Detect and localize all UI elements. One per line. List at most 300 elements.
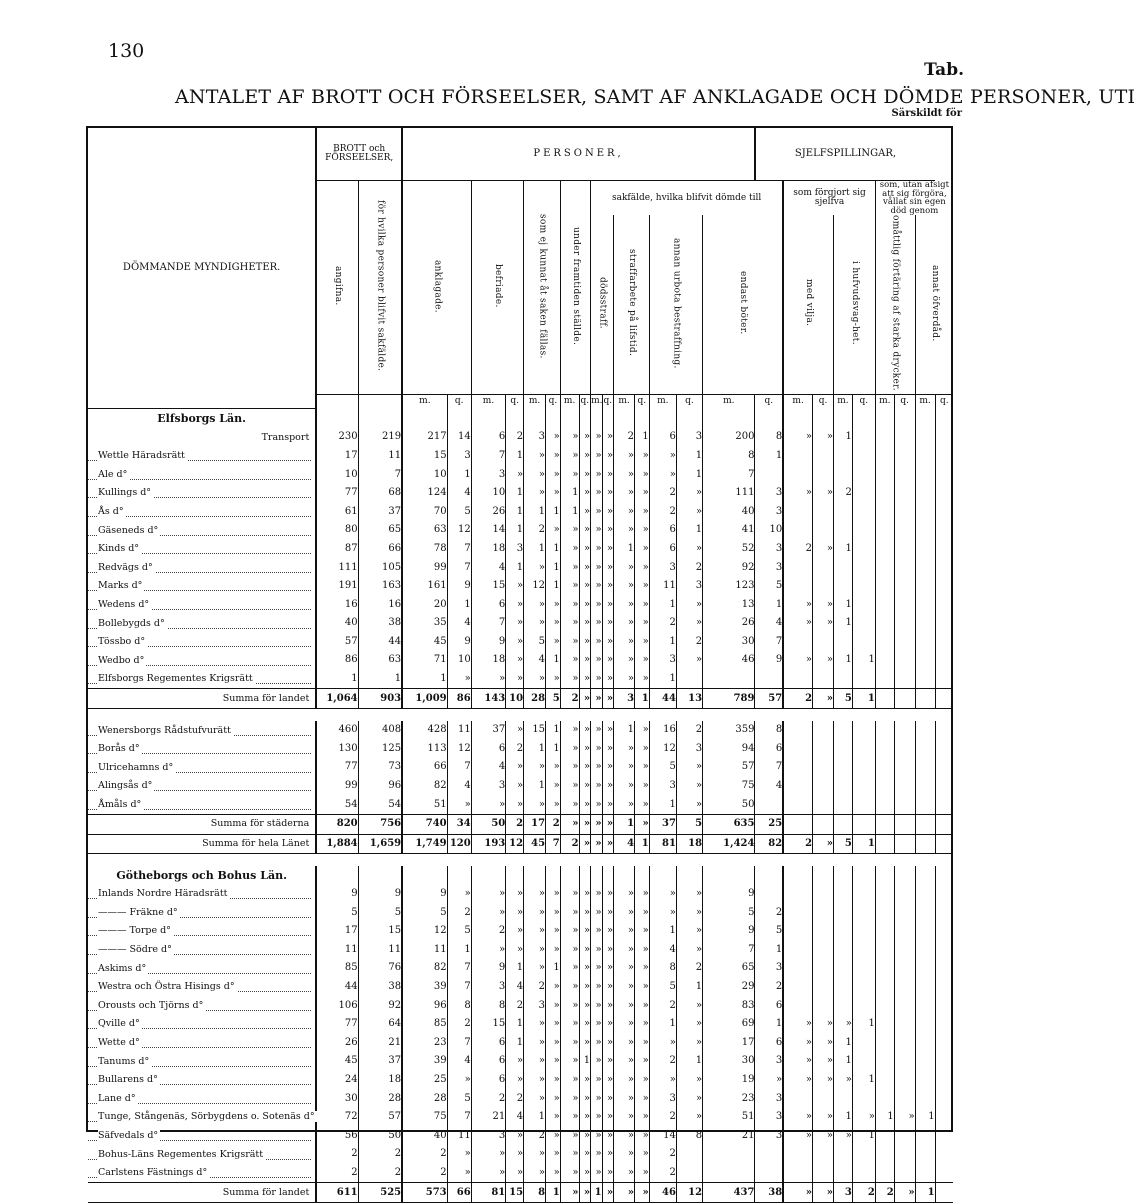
value-cell: 68 — [358, 484, 402, 503]
row-label: Säfvedals d° — [98, 1129, 159, 1141]
value-cell: » — [614, 903, 635, 922]
table-row — [88, 1015, 953, 1034]
row-label: Kullings d° — [98, 487, 152, 499]
value-cell: 15 — [358, 922, 402, 941]
row-label: Westra och Östra Hisings d° — [98, 981, 235, 993]
value-cell: 635 — [703, 814, 755, 834]
value-cell: » — [635, 959, 650, 978]
value-cell: 1 — [546, 651, 561, 670]
value-cell: 8 — [649, 959, 676, 978]
value-cell: » — [591, 996, 603, 1015]
value-cell: 30 — [703, 1052, 755, 1071]
value-cell — [935, 614, 953, 633]
value-cell: 163 — [358, 577, 402, 596]
value-cell: » — [506, 577, 524, 596]
value-cell — [915, 721, 935, 740]
value-cell — [783, 996, 812, 1015]
value-cell: 2 — [546, 814, 561, 834]
value-cell: 1 — [635, 689, 650, 709]
value-cell — [935, 1145, 953, 1164]
value-cell: » — [591, 978, 603, 997]
value-cell — [915, 996, 935, 1015]
value-cell: 9 — [402, 885, 447, 904]
authority-name — [88, 670, 316, 689]
value-cell — [833, 959, 852, 978]
value-cell: 75 — [402, 1108, 447, 1127]
value-cell: » — [524, 1164, 546, 1183]
value-cell: 21 — [703, 1126, 755, 1145]
value-cell — [915, 558, 935, 577]
value-cell: » — [602, 540, 614, 559]
value-cell: 35 — [402, 614, 447, 633]
value-cell — [894, 595, 915, 614]
authority-name — [88, 1089, 316, 1108]
value-cell: 17 — [316, 447, 358, 466]
value-cell: 17 — [524, 814, 546, 834]
value-cell: 2 — [755, 978, 783, 997]
value-cell — [935, 777, 953, 796]
value-cell — [935, 1071, 953, 1090]
value-cell: » — [614, 1052, 635, 1071]
value-cell — [935, 558, 953, 577]
value-cell: 83 — [703, 996, 755, 1015]
value-cell — [813, 777, 834, 796]
value-cell — [915, 740, 935, 759]
value-cell: 85 — [316, 959, 358, 978]
value-cell: 1 — [852, 1071, 875, 1090]
authority-header: DÖMMANDE MYNDIGHETER. — [88, 128, 316, 409]
value-cell: 1 — [506, 1033, 524, 1052]
value-cell: » — [676, 502, 702, 521]
table-row — [88, 651, 953, 670]
value-cell: » — [471, 670, 506, 689]
value-cell: 2 — [506, 996, 524, 1015]
value-cell — [852, 777, 875, 796]
mq-header-cell: q. — [546, 394, 561, 409]
value-cell — [935, 1089, 953, 1108]
value-cell: 12 — [524, 577, 546, 596]
value-cell: 17 — [316, 922, 358, 941]
anklagade-header: anklagade. — [402, 181, 471, 395]
value-cell — [894, 1033, 915, 1052]
value-cell: » — [602, 1108, 614, 1127]
table-row — [88, 903, 953, 922]
value-cell: » — [614, 595, 635, 614]
value-cell: » — [813, 614, 834, 633]
value-cell: » — [635, 1183, 650, 1203]
value-cell — [894, 428, 915, 447]
value-cell: » — [546, 670, 561, 689]
row-label: Bollebygds d° — [98, 617, 165, 629]
value-cell: » — [635, 903, 650, 922]
value-cell: » — [579, 996, 591, 1015]
value-cell: » — [813, 1052, 834, 1071]
value-cell: » — [546, 885, 561, 904]
value-cell: 1 — [635, 834, 650, 854]
value-cell: » — [852, 1108, 875, 1127]
endast-boter-header: endast böter. — [703, 215, 784, 394]
value-cell: 1 — [524, 777, 546, 796]
value-cell — [813, 959, 834, 978]
value-cell — [783, 903, 812, 922]
value-cell: 1 — [402, 670, 447, 689]
value-cell: 5 — [649, 978, 676, 997]
authority-name — [88, 1126, 316, 1145]
value-cell: » — [506, 758, 524, 777]
value-cell: » — [649, 465, 676, 484]
value-cell: » — [635, 465, 650, 484]
value-cell: » — [635, 502, 650, 521]
value-cell: 2 — [447, 903, 471, 922]
value-cell: 2 — [676, 633, 702, 652]
value-cell: 2 — [676, 721, 702, 740]
value-cell: 113 — [402, 740, 447, 759]
value-cell: 30 — [703, 633, 755, 652]
value-cell: 3 — [755, 959, 783, 978]
value-cell — [852, 940, 875, 959]
value-cell — [875, 1126, 894, 1145]
value-cell — [783, 502, 812, 521]
value-cell: » — [591, 740, 603, 759]
value-cell: » — [614, 502, 635, 521]
value-cell: » — [602, 1164, 614, 1183]
row-label: Qville d° — [98, 1018, 140, 1030]
value-cell — [915, 633, 935, 652]
value-cell: 2 — [358, 1164, 402, 1183]
statistics-table-frame — [86, 126, 953, 1198]
value-cell: 28 — [358, 1089, 402, 1108]
value-cell: 9 — [755, 651, 783, 670]
value-cell: » — [560, 1183, 579, 1203]
value-cell: 3 — [676, 740, 702, 759]
value-cell: 7 — [447, 978, 471, 997]
value-cell: » — [560, 814, 579, 834]
sakfalde-header: sakfälde, hvilka blifvit dömde till — [591, 181, 784, 216]
value-cell: » — [649, 885, 676, 904]
value-cell: » — [783, 428, 812, 447]
value-cell: » — [813, 1108, 834, 1127]
value-cell: » — [546, 903, 561, 922]
value-cell: » — [614, 795, 635, 814]
value-cell: » — [635, 814, 650, 834]
value-cell — [852, 502, 875, 521]
value-cell — [935, 651, 953, 670]
mq-header-cell: m. — [471, 394, 506, 409]
value-cell — [852, 558, 875, 577]
value-cell: 1 — [755, 940, 783, 959]
value-cell: » — [783, 484, 812, 503]
value-cell: » — [614, 777, 635, 796]
authority-name — [88, 1108, 316, 1127]
value-cell: » — [614, 670, 635, 689]
value-cell: 92 — [703, 558, 755, 577]
value-cell: » — [591, 721, 603, 740]
mq-header-cell: q. — [813, 394, 834, 409]
value-cell: 56 — [316, 1126, 358, 1145]
value-cell — [833, 922, 852, 941]
value-cell: » — [546, 1164, 561, 1183]
value-cell: 37 — [471, 721, 506, 740]
value-cell: 1 — [833, 651, 852, 670]
value-cell — [915, 651, 935, 670]
value-cell: » — [635, 996, 650, 1015]
value-cell — [783, 633, 812, 652]
value-cell: 38 — [755, 1183, 783, 1203]
empty-cell — [703, 409, 755, 428]
value-cell: 7 — [703, 940, 755, 959]
value-cell: 1 — [852, 1126, 875, 1145]
value-cell: 6 — [471, 595, 506, 614]
empty-cell — [813, 409, 834, 428]
value-cell — [783, 577, 812, 596]
value-cell: 2 — [506, 428, 524, 447]
value-cell: » — [579, 1164, 591, 1183]
empty-cell — [833, 866, 852, 885]
value-cell — [915, 502, 935, 521]
spacer-row — [88, 708, 953, 721]
empty-cell — [471, 866, 506, 885]
summary-label — [88, 689, 316, 709]
value-cell — [783, 922, 812, 941]
value-cell: » — [783, 1015, 812, 1034]
empty-cell — [676, 866, 702, 885]
row-label: Wedbo d° — [98, 654, 145, 666]
value-cell — [783, 940, 812, 959]
value-cell: 14 — [447, 428, 471, 447]
value-cell: 2 — [649, 996, 676, 1015]
value-cell: 111 — [316, 558, 358, 577]
value-cell: » — [506, 465, 524, 484]
value-cell: 1 — [447, 595, 471, 614]
value-cell: » — [579, 614, 591, 633]
value-cell — [935, 465, 953, 484]
value-cell: » — [813, 1015, 834, 1034]
value-cell: » — [447, 1071, 471, 1090]
value-cell: 3 — [676, 428, 702, 447]
value-cell: » — [560, 521, 579, 540]
value-cell — [833, 1089, 852, 1108]
value-cell: » — [635, 1052, 650, 1071]
value-cell: » — [635, 577, 650, 596]
table-row — [88, 885, 953, 904]
value-cell: » — [524, 795, 546, 814]
row-label: Summa för landet — [222, 692, 310, 704]
row-label: Wette d° — [98, 1037, 140, 1048]
value-cell: 29 — [703, 978, 755, 997]
value-cell — [783, 758, 812, 777]
value-cell: 86 — [447, 689, 471, 709]
value-cell — [935, 577, 953, 596]
value-cell: 65 — [358, 521, 402, 540]
value-cell — [755, 465, 783, 484]
value-cell — [894, 465, 915, 484]
value-cell: 2 — [649, 1164, 676, 1183]
value-cell: » — [546, 1071, 561, 1090]
value-cell: » — [614, 1071, 635, 1090]
empty-cell — [935, 409, 953, 428]
value-cell: 8 — [676, 1126, 702, 1145]
value-cell — [852, 814, 875, 834]
value-cell: 73 — [358, 758, 402, 777]
value-cell: » — [635, 670, 650, 689]
value-cell: » — [676, 885, 702, 904]
value-cell — [935, 1126, 953, 1145]
value-cell: 57 — [755, 689, 783, 709]
value-cell: 96 — [402, 996, 447, 1015]
value-cell — [783, 721, 812, 740]
value-cell — [894, 834, 915, 854]
value-cell: 57 — [316, 633, 358, 652]
spacer-cell — [88, 854, 953, 867]
table-row — [88, 740, 953, 759]
value-cell: 9 — [703, 922, 755, 941]
value-cell: 7 — [546, 834, 561, 854]
row-label: Ale d° — [98, 468, 128, 480]
value-cell — [813, 577, 834, 596]
value-cell: » — [579, 633, 591, 652]
value-cell: » — [614, 758, 635, 777]
value-cell: 1 — [649, 595, 676, 614]
value-cell: 1 — [833, 1052, 852, 1071]
value-cell: 12 — [676, 1183, 702, 1203]
value-cell: » — [546, 465, 561, 484]
empty-cell — [833, 409, 852, 428]
value-cell — [894, 651, 915, 670]
value-cell: 4 — [447, 614, 471, 633]
value-cell: 39 — [402, 1052, 447, 1071]
row-label: Orousts och Tjörns d° — [98, 999, 204, 1011]
value-cell: 24 — [316, 1071, 358, 1090]
value-cell: 8 — [447, 996, 471, 1015]
value-cell: » — [602, 428, 614, 447]
value-cell: 1 — [755, 447, 783, 466]
value-cell: » — [506, 1052, 524, 1071]
value-cell: 5 — [676, 814, 702, 834]
value-cell: » — [602, 795, 614, 814]
value-cell: 77 — [316, 1015, 358, 1034]
authority-name — [88, 540, 316, 559]
value-cell — [915, 577, 935, 596]
value-cell: » — [783, 1071, 812, 1090]
value-cell — [676, 1164, 702, 1183]
value-cell: 2 — [649, 484, 676, 503]
row-label: Wettle Häradsrätt — [98, 450, 185, 462]
value-cell: » — [546, 447, 561, 466]
value-cell: 2 — [560, 834, 579, 854]
value-cell: 2 — [560, 689, 579, 709]
value-cell: » — [591, 1164, 603, 1183]
value-cell: » — [676, 940, 702, 959]
value-cell: 1 — [358, 670, 402, 689]
value-cell — [935, 540, 953, 559]
authority-name — [88, 1052, 316, 1071]
value-cell — [875, 834, 894, 854]
value-cell: » — [524, 1033, 546, 1052]
value-cell: » — [676, 540, 702, 559]
value-cell: » — [471, 885, 506, 904]
summary-label — [88, 834, 316, 854]
value-cell: » — [546, 1052, 561, 1071]
value-cell: 1 — [560, 484, 579, 503]
value-cell: » — [591, 651, 603, 670]
value-cell: 2 — [506, 814, 524, 834]
empty-cell — [524, 866, 546, 885]
value-cell: » — [579, 1089, 591, 1108]
value-cell: 5 — [755, 577, 783, 596]
value-cell: 4 — [755, 777, 783, 796]
value-cell: » — [591, 959, 603, 978]
value-cell — [852, 521, 875, 540]
value-cell — [915, 670, 935, 689]
value-cell — [833, 758, 852, 777]
value-cell: 28 — [524, 689, 546, 709]
value-cell — [813, 1145, 834, 1164]
value-cell: » — [602, 777, 614, 796]
value-cell: 30 — [316, 1089, 358, 1108]
value-cell: » — [602, 996, 614, 1015]
value-cell: 3 — [649, 777, 676, 796]
value-cell: » — [635, 1015, 650, 1034]
value-cell: 1 — [833, 595, 852, 614]
value-cell: 92 — [358, 996, 402, 1015]
value-cell: » — [579, 1183, 591, 1203]
value-cell — [875, 521, 894, 540]
value-cell: 12 — [506, 834, 524, 854]
value-cell: 26 — [471, 502, 506, 521]
value-cell: » — [506, 614, 524, 633]
value-cell: 1 — [833, 1033, 852, 1052]
value-cell: 7 — [447, 758, 471, 777]
value-cell: 1 — [833, 428, 852, 447]
value-cell — [852, 540, 875, 559]
value-cell: 61 — [316, 502, 358, 521]
value-cell: 9 — [316, 885, 358, 904]
value-cell: » — [614, 633, 635, 652]
value-cell: » — [602, 834, 614, 854]
value-cell — [813, 670, 834, 689]
value-cell — [852, 721, 875, 740]
value-cell: 1 — [852, 651, 875, 670]
value-cell — [852, 1164, 875, 1183]
empty-cell — [316, 866, 358, 885]
table-row — [88, 1164, 953, 1183]
value-cell: 1 — [506, 447, 524, 466]
value-cell: 161 — [402, 577, 447, 596]
mq-header-cell: m. — [524, 394, 546, 409]
value-cell: 45 — [402, 633, 447, 652]
value-cell: » — [676, 1033, 702, 1052]
value-cell — [935, 1164, 953, 1183]
value-cell — [894, 758, 915, 777]
value-cell: » — [546, 614, 561, 633]
value-cell — [894, 521, 915, 540]
value-cell: 5 — [703, 903, 755, 922]
value-cell — [755, 1164, 783, 1183]
value-cell: 5 — [649, 758, 676, 777]
value-cell: 44 — [358, 633, 402, 652]
value-cell — [894, 502, 915, 521]
mq-header-cell: q. — [602, 394, 614, 409]
value-cell: » — [602, 521, 614, 540]
value-cell: 99 — [402, 558, 447, 577]
value-cell: » — [894, 1108, 915, 1127]
value-cell: 4 — [506, 1108, 524, 1127]
value-cell: 38 — [358, 978, 402, 997]
value-cell: » — [602, 1015, 614, 1034]
under-framtiden-header: under framtiden ställde. — [560, 181, 590, 395]
table-row — [88, 1108, 953, 1127]
value-cell: » — [602, 1033, 614, 1052]
